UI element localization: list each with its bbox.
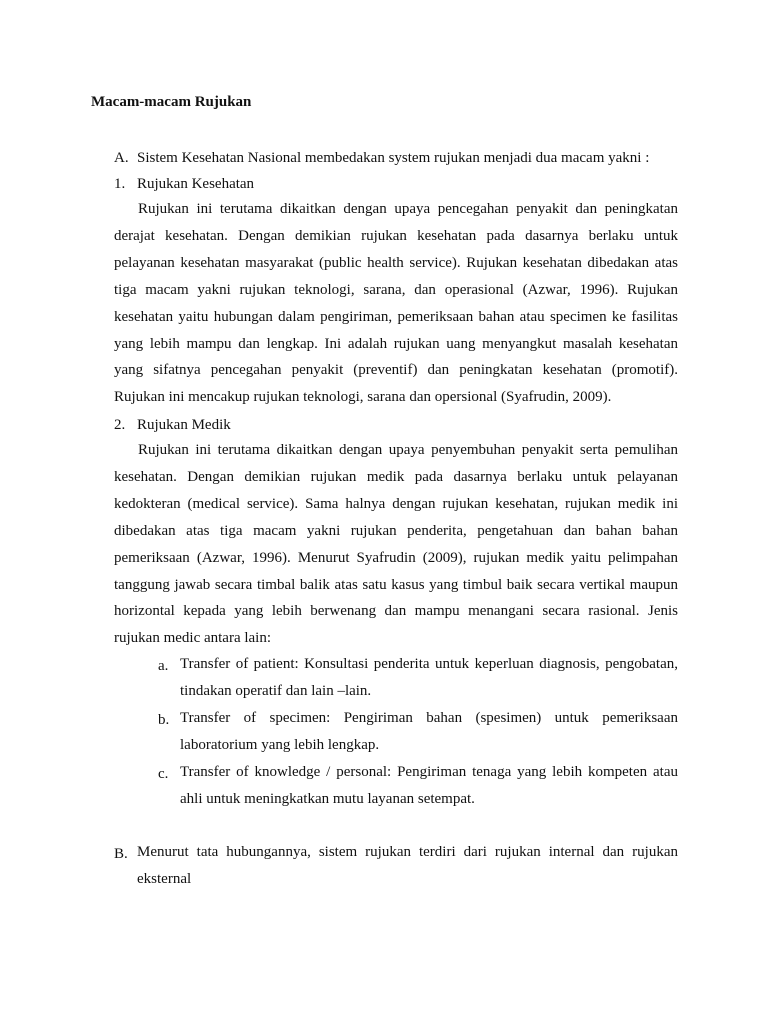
page-title: Macam-macam Rujukan [91, 94, 252, 110]
item-1-marker: 1. [114, 176, 126, 192]
subitem-c-marker: c. [158, 766, 169, 782]
subitem-c-text: Transfer of knowledge / personal: Pengiriman tenaga yang lebih kompeten atau ahli untuk meningkatkan mutu layanan setempat. [180, 764, 678, 807]
item-1-paragraph [114, 196, 678, 411]
item-2-paragraph [114, 437, 678, 652]
item-2-marker: 2. [114, 417, 126, 433]
section-b-text: Menurut tata hubungannya, sistem rujukan terdiri dari rujukan internal dan rujukan eksternal [137, 844, 678, 887]
item-1-paragraph-text: Rujukan ini terutama dikaitkan dengan upaya pencegahan penyakit dan peningkatan derajat kesehatan. Dengan demikian rujukan kesehatan pada dasarnya berlaku untuk pelayanan kesehatan masyarakat (public health service). Rujukan kesehatan dibedakan atas tiga macam yakni rujukan teknologi, sarana, dan operasional (Azwar, 1996). Rujukan kesehatan yaitu hubungan dalam pengiriman, pemeriksaan bahan atau specimen ke fasilitas yang lebih mampu dan lengkap. Ini adalah rujukan uang menyangkut masalah kesehatan yang sifatnya pencegahan penyakit (preventif) dan peningkatan kesehatan (promotif). Rujukan ini mencakup rujukan teknologi, sarana dan opersional (Syafrudin, 2009). [114, 201, 678, 406]
item-2-paragraph-text: Rujukan ini terutama dikaitkan dengan upaya penyembuhan penyakit serta pemulihan kesehatan. Dengan demikian rujukan medik pada dasarnya berlaku untuk pelayanan kedokteran (medical service). Sama halnya dengan rujukan kesehatan, rujukan medik ini dibedakan atas tiga macam yakni rujukan penderita, pengetahuan dan bahan bahan pemeriksaan (Azwar, 1996). Menurut Syafrudin (2009), rujukan medik yaitu pelimpahan tanggung jawab secara timbal balik atas satu kasus yang timbul baik secara vertikal maupun horizontal kepada yang lebih berwenang dan mampu menangani secara rasional. Jenis rujukan medic antara lain: [114, 442, 678, 647]
item-1-heading: Rujukan Kesehatan [137, 176, 255, 192]
section-a-text: Sistem Kesehatan Nasional membedakan system rujukan menjadi dua macam yakni : [137, 150, 650, 166]
subitem-b-text: Transfer of specimen: Pengiriman bahan (spesimen) untuk pemeriksaan laboratorium yang lebih lengkap. [180, 710, 678, 753]
item-2-heading: Rujukan Medik [137, 417, 231, 433]
subitem-a-text: Transfer of patient: Konsultasi penderita untuk keperluan diagnosis, pengobatan, tindakan operatif dan lain –lain. [180, 656, 678, 699]
section-b-marker: B. [114, 846, 128, 862]
subitem-a-marker: a. [158, 658, 169, 674]
section-a-marker: A. [114, 150, 129, 166]
subitem-b-marker: b. [158, 712, 170, 728]
